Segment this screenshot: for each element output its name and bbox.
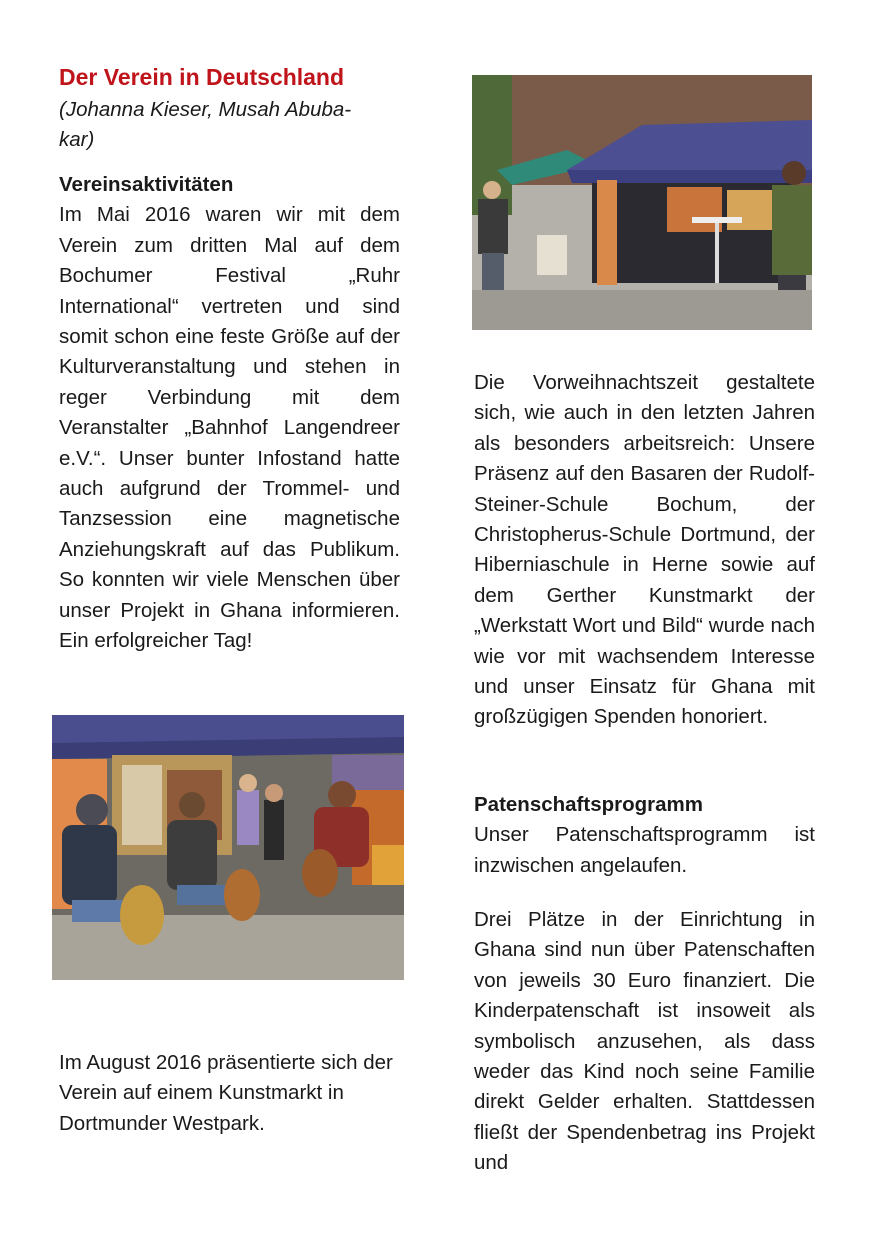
activities-heading: Vereinsaktivitäten (59, 173, 234, 196)
right-column-sponsorship (474, 790, 815, 881)
activities-paragraph-2: Im August 2016 präsentierte sich der Verein auf einem Kunstmarkt in Dortmunder Westpark. (59, 1051, 393, 1135)
activities-paragraph-3: Die Vorweihnachtszeit gestaltete sich, wie auch in den letzten Jahren als besonders arbeitsreich: Unsere Präsenz auf den Basaren der Rudolf-Steiner-Schule Bochum, der Christopherus-Schule Dortmund, der Hiberniaschule in Herne sowie auf dem Gerther Kunstmarkt der „Werkstatt Wort und Bild“ wurde nach wie vor mit wachsendem Interesse und unser Einsatz für Ghana mit großzügigen Spenden honoriert. (474, 371, 815, 729)
section-title: Der Verein in Deutschland (59, 64, 345, 90)
right-column-christmas (474, 368, 815, 733)
activities-paragraph-1: Im Mai 2016 waren wir mit dem Verein zum dritten Mal auf dem Bochumer Festival „Ruhr International“ vertreten und sind somit schon eine feste Größe auf der Kulturveranstaltung und stehen in reger Verbindung mit dem Veranstalter „Bahnhof Langendreer e.V.“. Unser bunter Infostand hatte auch aufgrund der Trommel- und Tanzsession eine magnetische Anziehungskraft auf das Publikum. So konnten wir viele Menschen über unser Projekt in Ghana informieren. Ein erfolgreicher Tag! (59, 203, 400, 653)
right-column-sponsorship-details (474, 905, 815, 1179)
section-authors: (Johanna Kieser, Musah Abuba- kar) (59, 98, 352, 151)
sponsorship-paragraph-1: Unser Patenschaftsprogramm ist inzwischen angelaufen. (474, 823, 815, 877)
photo-drum-session (52, 715, 404, 980)
photo-drum-session-image (52, 715, 404, 980)
left-column-activities (59, 170, 400, 657)
left-column-august (59, 1048, 400, 1139)
sponsorship-paragraph-2: Drei Plätze in der Einrichtung in Ghana sind nun über Patenschaften von jeweils 30 Euro finanziert. Die Kinderpatenschaft ist insoweit als symbolisch anzusehen, als dass weder das Kind noch seine Familie direkt Gelder erhalten. Stattdessen fließt der Spendenbetrag ins Projekt und (474, 908, 815, 1175)
photo-festival-booth (472, 75, 812, 330)
sponsorship-heading: Patenschaftsprogramm (474, 793, 703, 816)
photo-festival-booth-image (472, 75, 812, 330)
